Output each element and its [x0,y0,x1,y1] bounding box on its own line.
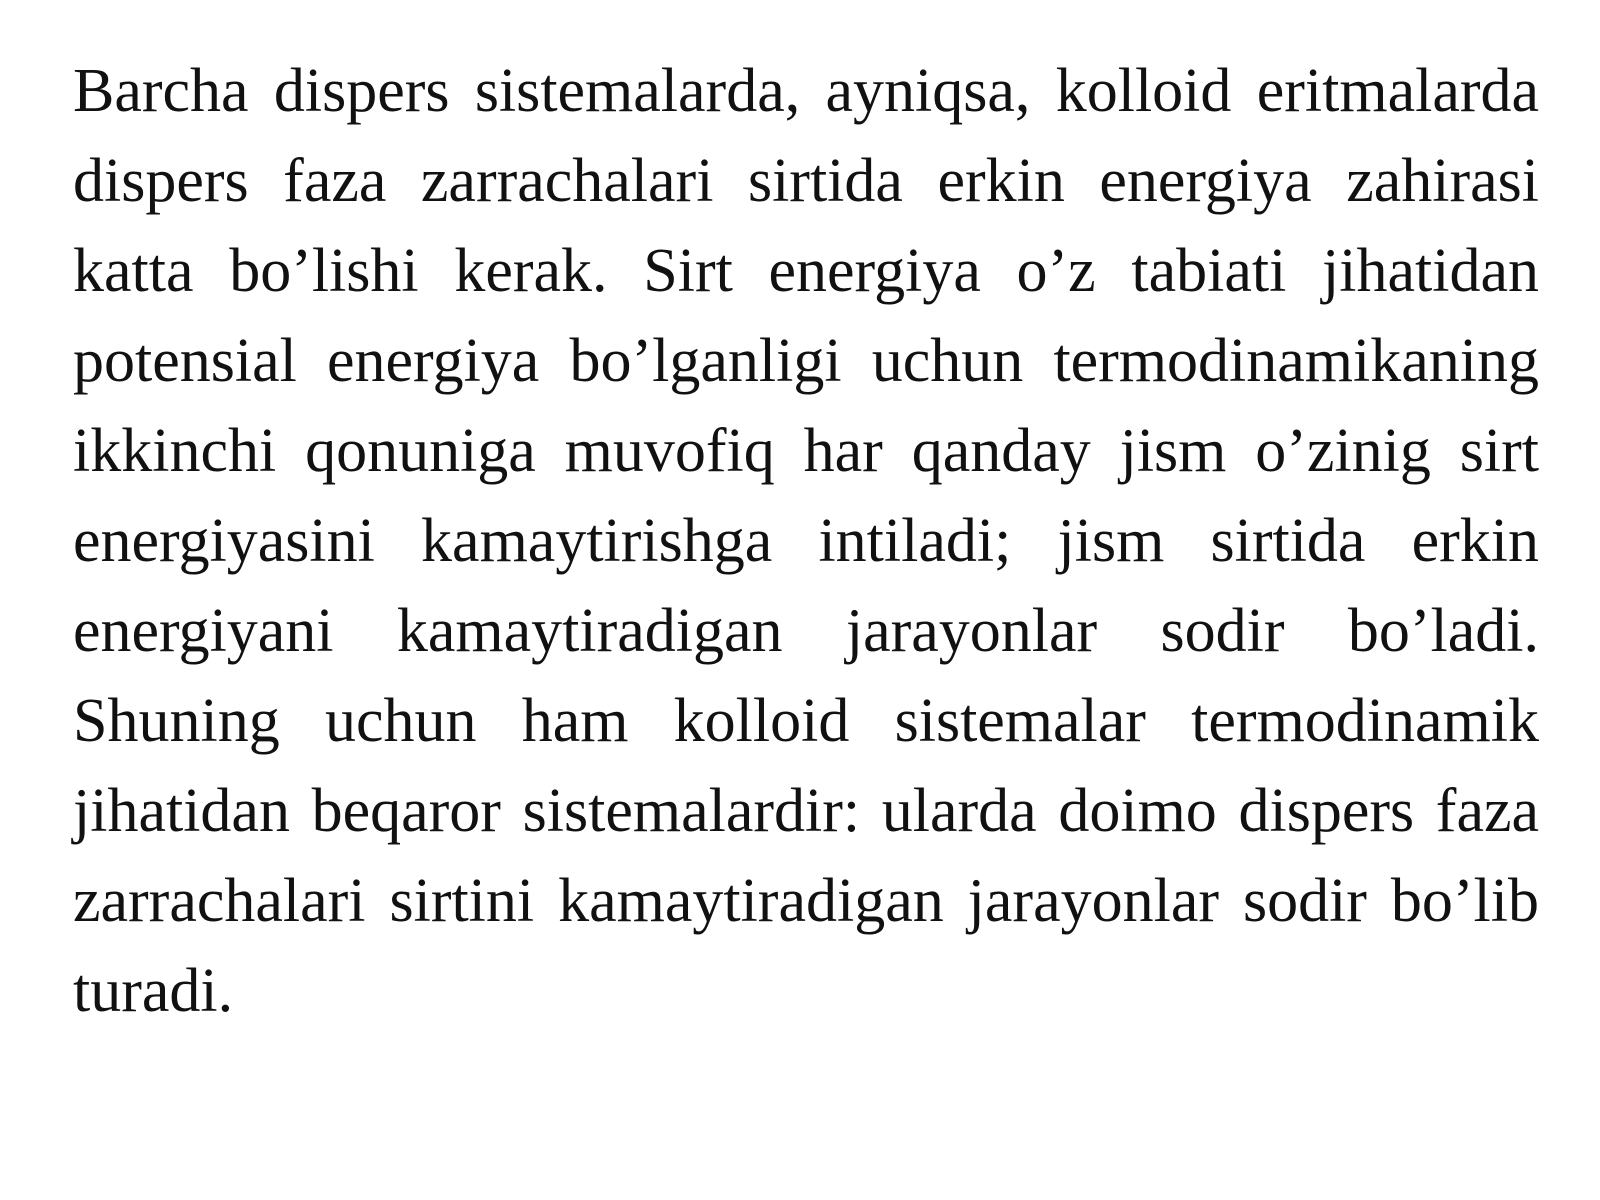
body-paragraph: Barcha dispers sistemalarda, ayniqsa, kolloid eritmalarda dispers faza zarrachalari sirtida erkin energiya zahirasi katta bo’lishi kerak. Sirt energiya o’z tabiati jihatidan potensial energiya bo’lganligi uchun termodinamikaning ikkinchi qonuniga muvofiq har qanday jism o’zinig sirt energiyasini kamaytirishga intiladi; jism sirtida erkin energiyani kamaytiradigan jarayonlar sodir bo’ladi. Shuning uchun ham kolloid sistemalar termodinamik jihatidan beqaror sistemalardir: ularda doimo dispers faza zarrachalari sirtini kamaytiradigan jarayonlar sodir bo’lib turadi. [73,57,1539,1025]
